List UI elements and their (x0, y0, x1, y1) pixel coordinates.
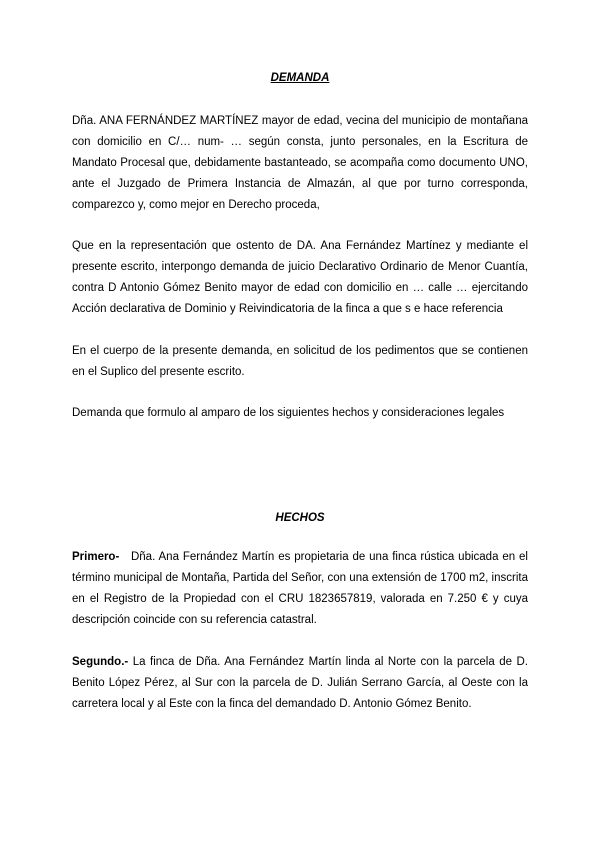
body-paragraph: En el cuerpo de la presente demanda, en solicitud de los pedimentos que se contienen en el Suplico del presente escrito. (72, 345, 528, 378)
document-title: DEMANDA (270, 72, 330, 84)
hechos-title: HECHOS (275, 512, 325, 524)
hecho-primero-text: Dña. Ana Fernández Martín es propietaria de una finca rústica ubicada en el término municipal de Montaña, Partida del Señor, con una extensión de 1700 m2, inscrita en el Registro de la Propiedad con el CRU 1823657819, valorada en 7.250 € y cuya descripción coincide con su referencia catastral. (72, 551, 528, 626)
hecho-segundo-text: La finca de Dña. Ana Fernández Martín linda al Norte con la parcela de D. Benito López Pérez, al Sur con la parcela de D. Julián Serrano García, al Oeste con la carretera local y al Este con la finca del demandado D. Antonio Gómez Benito. (72, 656, 528, 710)
closing-line: Demanda que formulo al amparo de los siguientes hechos y consideraciones legales (72, 407, 505, 419)
hecho-primero (72, 547, 528, 631)
intro-paragraph: Dña. ANA FERNÁNDEZ MARTÍNEZ mayor de edad, vecina del municipio de montañana con domicilio en C/… num- … según consta, junto personales, en la Escritura de Mandato Procesal que, debidamente bastanteado, se acompaña como documento UNO, ante el Juzgado de Primera Instancia de Almazán, al que por turno corresponda, comparezco y, como mejor en Derecho proceda, (72, 115, 528, 211)
hecho-segundo-label: Segundo.- (72, 656, 129, 668)
representation-paragraph: Que en la representación que ostento de DA. Ana Fernández Martínez y mediante el presente escrito, interpongo demanda de juicio Declarativo Ordinario de Menor Cuantía, contra D Antonio Gómez Benito mayor de edad con domicilio en … calle … ejercitando Acción declarativa de Dominio y Reivindicatoria de la finca a que s e hace referencia (72, 240, 528, 315)
hecho-segundo (72, 652, 528, 715)
hecho-primero-label: Primero- (72, 551, 120, 563)
